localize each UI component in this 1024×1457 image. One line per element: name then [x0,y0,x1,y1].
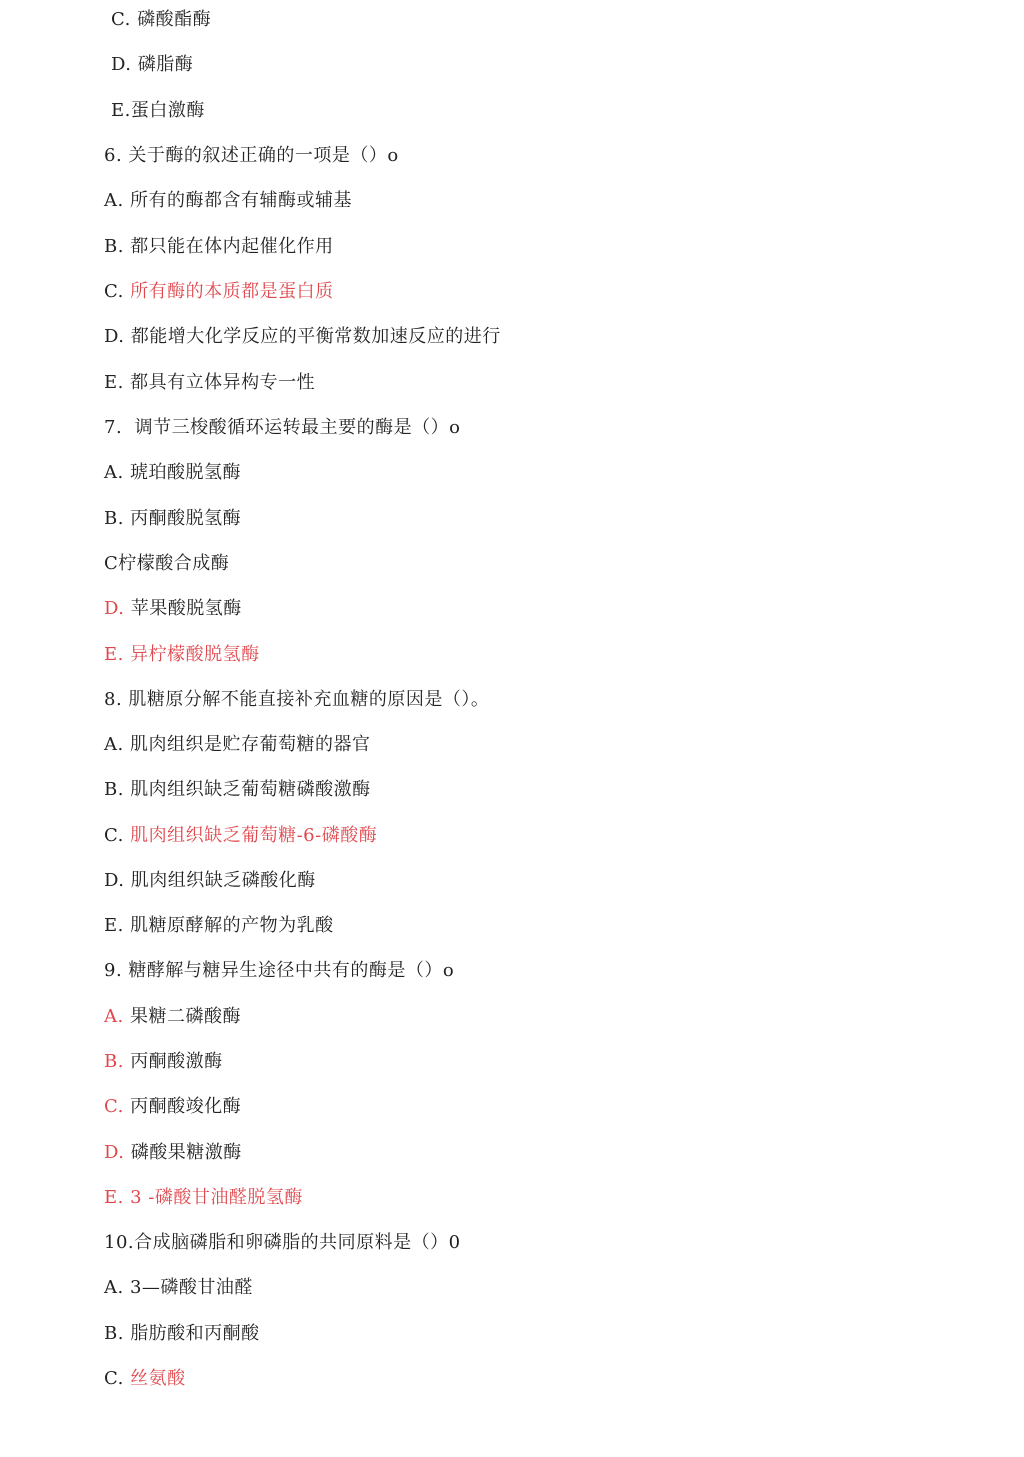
option-label: D. [104,598,125,619]
option-e-line [104,1186,303,1210]
option-e-line [104,643,260,667]
option-c-line [104,824,377,848]
option-text: 琥珀酸脱氢酶 [129,462,241,483]
question-6 [104,144,399,168]
option-text: 磷脂酶 [137,54,194,75]
option-text: 果糖二磷酸酶 [129,1006,241,1027]
option-c-line [104,1367,186,1391]
option-d-line [104,325,501,349]
option-a-line [104,461,241,485]
option-label: B. [104,1323,124,1344]
option-c-line [111,8,211,32]
option-label: B. [104,779,124,800]
question-text: 合成脑磷脂和卵磷脂的共同原料是（）0 [134,1232,461,1253]
option-b-line [104,235,334,259]
question-number: 9. [104,960,123,981]
option-label: D. [104,870,125,891]
option-text: 柠檬酸合成酶 [118,553,230,574]
option-text: 丙酮酸脱氢酶 [130,508,242,529]
option-a-line [104,1276,253,1300]
option-label: C. [104,1368,124,1389]
option-b-line [104,778,371,802]
question-text: 糖酵解与糖异生途径中共有的酶是（）o [128,960,455,981]
option-label: E. [111,100,131,121]
option-label: C. [111,9,131,30]
option-label: C. [104,825,124,846]
option-a-line [104,189,352,213]
option-text: 肌肉组织缺乏磷酸化酶 [130,870,316,891]
question-9 [104,959,454,983]
option-text: 丙酮酸激酶 [130,1051,223,1072]
option-b-line [104,1050,223,1074]
option-text: 3 -磷酸甘油醛脱氢酶 [130,1187,303,1208]
option-text: 丙酮酸竣化酶 [130,1096,242,1117]
option-d-line [111,53,193,77]
option-c-line [104,280,334,304]
option-label: D. [111,54,132,75]
question-number: 7. [104,417,123,438]
option-label: E. [104,1187,124,1208]
question-text: 肌糖原分解不能直接补充血糖的原因是（）。 [128,689,490,710]
option-a-line [104,1005,241,1029]
option-text: 都只能在体内起催化作用 [130,236,334,257]
question-7 [104,416,460,440]
option-label: B. [104,1051,124,1072]
option-text: 蛋白激酶 [130,100,205,121]
option-label: D. [104,1142,125,1163]
option-e-line [104,914,334,938]
option-text: 3—磷酸甘油醛 [129,1277,253,1298]
option-label: C. [104,281,124,302]
option-text: 异柠檬酸脱氢酶 [130,644,260,665]
option-b-line [104,1322,260,1346]
option-text: 磷酸果糖激酶 [130,1142,242,1163]
option-text: 磷酸酯酶 [137,9,212,30]
option-text: 丝氨酸 [130,1368,186,1389]
question-8 [104,688,489,712]
option-text: 肌肉组织缺乏葡萄糖-6-磷酸酶 [130,825,378,846]
question-number: 8. [104,689,123,710]
option-c-line [104,552,229,576]
option-label: A. [104,1006,124,1027]
option-c-line [104,1095,241,1119]
option-d-line [104,869,316,893]
question-number: 10. [104,1232,135,1253]
option-text: 肌肉组织缺乏葡萄糖磷酸激酶 [130,779,371,800]
option-text: 肌糖原酵解的产物为乳酸 [130,915,334,936]
question-text: 关于酶的叙述正确的一项是（）o [128,145,399,166]
option-label: E. [104,372,124,393]
option-text: 都具有立体异构专一性 [130,372,316,393]
option-e-line [104,371,315,395]
option-label: C [104,553,119,574]
option-label: D. [104,326,125,347]
option-text: 肌肉组织是贮存葡萄糖的器官 [129,734,371,755]
option-label: B. [104,236,124,257]
option-b-line [104,507,241,531]
option-text: 所有酶的本质都是蛋白质 [130,281,334,302]
option-d-line [104,1141,242,1165]
option-label: E. [104,644,124,665]
option-e-line [111,99,205,123]
option-label: B. [104,508,124,529]
option-text: 苹果酸脱氢酶 [130,598,242,619]
option-label: A. [104,1277,124,1298]
option-text: 所有的酶都含有辅酶或辅基 [129,190,352,211]
question-number: 6. [104,145,123,166]
option-a-line [104,733,370,757]
question-text: 调节三梭酸循环运转最主要的酶是（）o [134,417,461,438]
question-10 [104,1231,461,1255]
option-label: A. [104,190,124,211]
option-label: C. [104,1096,124,1117]
option-d-line [104,597,242,621]
option-label: A. [104,734,124,755]
option-label: A. [104,462,124,483]
option-text: 脂肪酸和丙酮酸 [130,1323,260,1344]
option-text: 都能增大化学反应的平衡常数加速反应的进行 [130,326,501,347]
option-label: E. [104,915,124,936]
